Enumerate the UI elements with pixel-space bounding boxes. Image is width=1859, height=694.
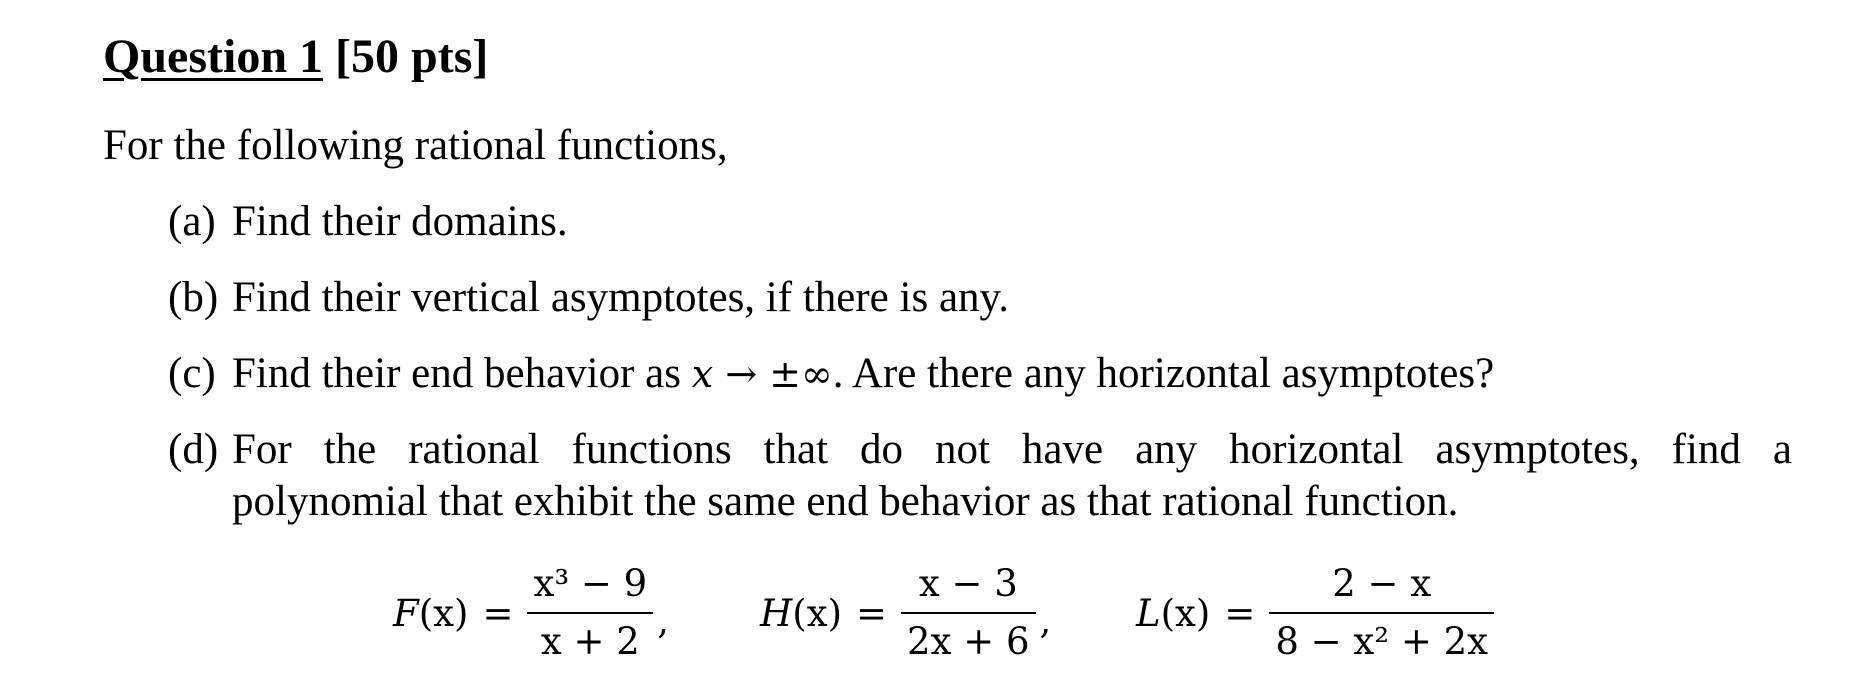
part-b-label: (b) [168, 274, 219, 321]
function-H-comma: , [1039, 599, 1052, 642]
part-c [168, 348, 1494, 400]
part-c-arrow: → [713, 352, 770, 396]
function-L-arg: (x) [1160, 591, 1211, 635]
formula-row [0, 548, 1859, 694]
part-d-label: (d) [168, 426, 219, 473]
part-a-text: Find their domains. [232, 198, 568, 245]
question-points: [50 pts] [323, 30, 489, 83]
function-F-equals: = [482, 591, 514, 635]
function-F-lhs [393, 592, 468, 635]
question-heading [103, 28, 488, 86]
function-H-lhs [760, 592, 842, 635]
function-F-numerator: x³ − 9 [533, 562, 648, 605]
function-H [760, 548, 1051, 678]
function-H-arg: (x) [792, 591, 843, 635]
part-c-label: (c) [168, 350, 216, 397]
function-H-fraction-bar [901, 612, 1035, 614]
function-L-fraction-bar [1269, 612, 1494, 614]
part-d-line-1: For the rational functions that do not have any horizontal asymptotes, find a [232, 426, 1792, 473]
function-H-fraction [901, 558, 1035, 668]
part-d-body [232, 424, 1792, 528]
function-H-name: H [760, 591, 793, 635]
part-a [168, 196, 568, 248]
function-L-denominator: 8 − x² + 2x [1275, 620, 1489, 663]
function-L-equals: = [1224, 591, 1256, 635]
part-a-label: (a) [168, 198, 216, 245]
part-b [168, 272, 1009, 324]
function-L [1136, 548, 1494, 678]
part-c-plus-minus-infinity: ±∞ [769, 352, 833, 396]
function-F-fraction-bar [527, 612, 653, 614]
part-d-line-2: polynomial that exhibit the same end behavior as that rational function. [232, 478, 1459, 525]
function-L-name: L [1136, 591, 1161, 635]
function-L-fraction [1269, 558, 1494, 668]
function-L-numerator: 2 − x [1332, 562, 1432, 605]
part-b-text: Find their vertical asymptotes, if there is any. [232, 274, 1009, 321]
function-L-lhs [1136, 592, 1210, 635]
function-F-denominator: x + 2 [540, 620, 640, 663]
function-H-denominator: 2x + 6 [907, 620, 1030, 663]
question-title: Question 1 [103, 30, 324, 83]
function-F-name: F [393, 591, 419, 635]
function-F-arg: (x) [418, 591, 469, 635]
function-H-equals: = [856, 591, 888, 635]
function-F-fraction [527, 558, 653, 668]
function-H-numerator: x − 3 [918, 562, 1018, 605]
part-c-text-before: Find their end behavior as [232, 350, 692, 397]
part-c-variable: x [691, 352, 714, 396]
function-F-comma: , [657, 599, 669, 642]
intro-text: For the following rational functions, [103, 122, 728, 169]
part-c-text-after: . Are there any horizontal asymptotes? [832, 350, 1495, 397]
function-F [393, 548, 669, 678]
